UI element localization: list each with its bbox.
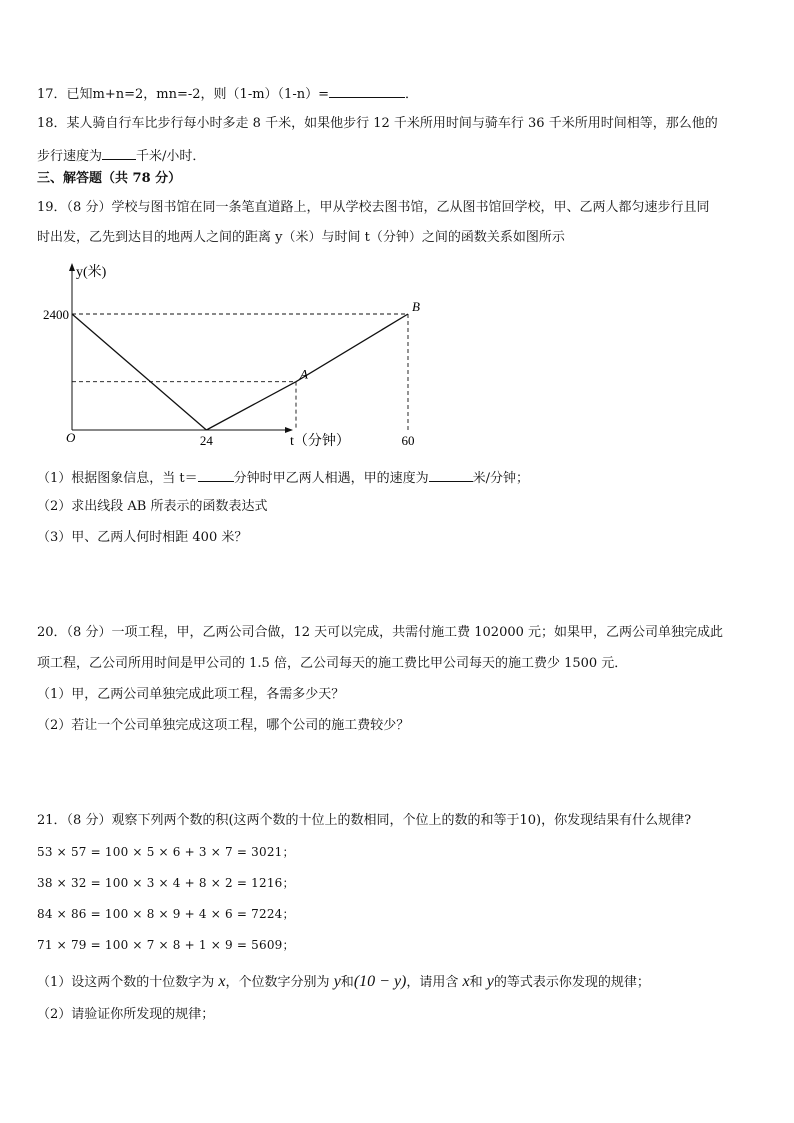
q21-sub1	[37, 973, 650, 992]
q19-graph	[30, 258, 420, 458]
q18-text-a: 步行速度为	[37, 149, 103, 164]
q20-line-1: 20．（8 分）一项工程，甲，乙两公司合做，12 天可以完成，共需付施工费 102000 元；如果甲，乙两公司单独完成此	[37, 625, 724, 640]
q21-equation-3: 84 × 86 = 100 × 8 × 9 + 4 × 6 = 7224；	[37, 907, 295, 921]
x-tick-label-60: 60	[401, 433, 415, 448]
q21-sub1-d: ，请用含	[406, 975, 459, 990]
q21-equation-4: 71 × 79 = 100 × 7 × 8 + 1 × 9 = 5609；	[37, 938, 295, 952]
q21-sub1-b: ，个位数字分别为	[225, 975, 330, 990]
q18-line-2	[37, 146, 205, 166]
graph-segment-2	[296, 314, 408, 382]
q19-line-2: 时出发，乙先到达目的地两人之间的距离 y（米）与时间 t（分钟）之间的函数关系如图所示	[37, 230, 565, 245]
q17-line	[37, 84, 418, 104]
q19-sub1	[37, 468, 529, 488]
q21-sub1-c: 和	[340, 975, 354, 990]
q19-sub3: （3）甲、乙两人何时相距 400 米？	[37, 530, 248, 545]
q21-equation-2: 38 × 32 = 100 × 3 × 4 + 8 × 2 = 1216；	[37, 876, 295, 890]
q19-speed-blank[interactable]	[429, 468, 473, 482]
q21-line-1: 21．（8 分）观察下列两个数的积(这两个数的十位上的数相同，个位上的数的和等于10)，你发现结果有什么规律?	[37, 813, 692, 828]
q21-equation-1: 53 × 57 = 100 × 5 × 6 + 3 × 7 = 3021；	[37, 845, 295, 859]
q19-line-1: 19．（8 分）学校与图书馆在同一条笔直道路上，甲从学校去图书馆，乙从图书馆回学校，甲、乙两人都匀速步行且同	[37, 200, 710, 215]
q20-sub2: （2）若让一个公司单独完成这项工程，哪个公司的施工费较少？	[37, 718, 410, 733]
q17-answer-blank[interactable]	[329, 84, 405, 98]
q17-text: 17．已知m+n=2，mn=-2，则（1-m）（1-n）=	[37, 87, 329, 102]
y-axis-label: y(米)	[76, 265, 107, 280]
q19-sub1-c: 米/分钟；	[472, 471, 530, 486]
q18-text-b: 千米/小时．	[136, 149, 206, 164]
q20-sub1: （1）甲，乙两公司单独完成此项工程，各需多少天？	[37, 687, 345, 702]
q19-sub1-a: （1）根据图象信息，当 t＝	[37, 471, 198, 486]
q18-answer-blank[interactable]	[102, 146, 136, 160]
q21-sub1-f: 的等式表示你发现的规律；	[493, 975, 650, 990]
q21-expression: (10 − y)	[353, 973, 407, 990]
q21-var-y: y	[333, 973, 341, 990]
q21-sub1-a: （1）设这两个数的十位数字为	[37, 975, 215, 990]
x-tick-label-24: 24	[199, 433, 213, 448]
q19-sub2: （2）求出线段 AB 所表示的函数表达式	[37, 499, 268, 514]
q21-var-y-2: y	[486, 973, 494, 990]
q19-sub1-b: 分钟时甲乙两人相遇，甲的速度为	[233, 471, 429, 486]
y-tick-label-2400: 2400	[43, 307, 69, 322]
q17-end: ．	[404, 87, 418, 102]
graph-segment-1	[206, 382, 296, 430]
q21-var-x-2: x	[462, 973, 470, 990]
point-label-B: B	[412, 299, 420, 314]
q20-line-2: 项工程，乙公司所用时间是甲公司的 1.5 倍，乙公司每天的施工费比甲公司每天的施工费少 1500 元．	[37, 656, 628, 671]
q21-sub2: （2）请验证你所发现的规律；	[37, 1007, 215, 1022]
q21-sub1-e: 和	[469, 975, 483, 990]
q21-var-x: x	[218, 973, 226, 990]
x-axis-label: t（分钟）	[290, 434, 350, 449]
point-label-A: A	[300, 366, 308, 382]
section-3-title: 三、解答题（共 78 分）	[37, 171, 182, 186]
q19-meet-time-blank[interactable]	[198, 468, 234, 482]
graph-segment-0	[72, 314, 206, 430]
origin-label: O	[66, 430, 76, 445]
q18-line-1: 18．某人骑自行车比步行每小时多走 8 千米，如果他步行 12 千米所用时间与骑车行 36 千米所用时间相等，那么他的	[37, 116, 718, 131]
